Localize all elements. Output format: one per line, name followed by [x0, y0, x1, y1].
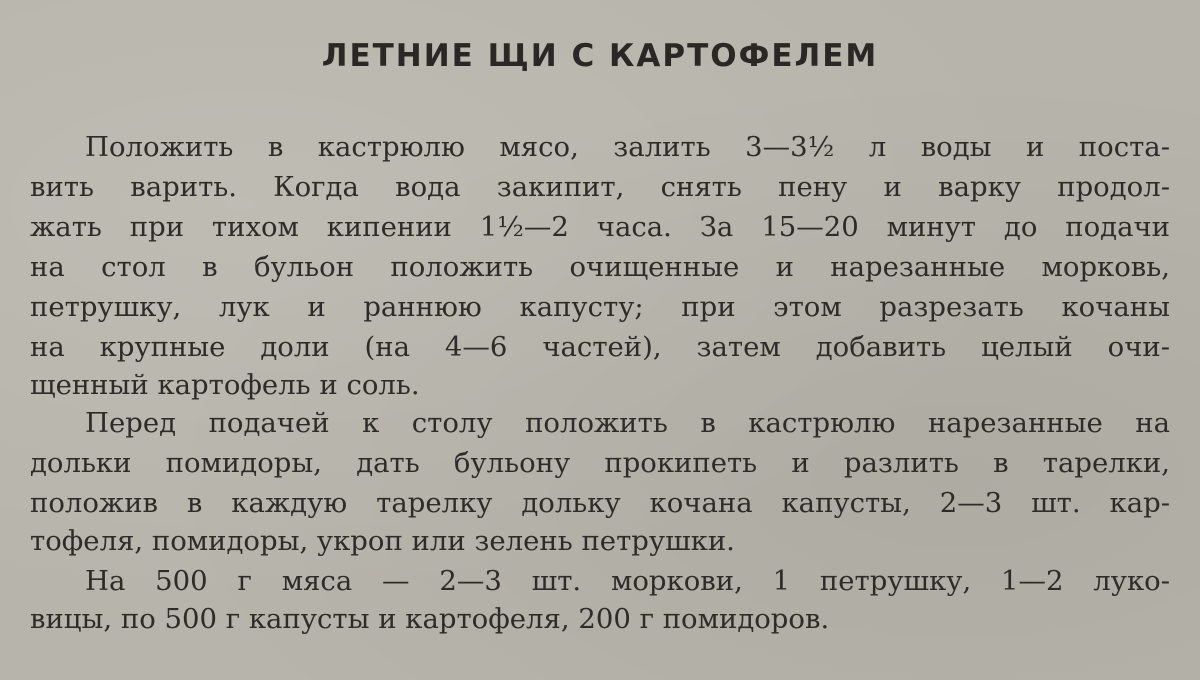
paragraph-1-line-5: петрушку, лук и раннюю капусту; при этом разрезать кочаны	[30, 291, 1170, 323]
recipe-title: ЛЕТНИЕ ЩИ С КАРТОФЕЛЕМ	[321, 38, 879, 74]
paragraph-1-line-3: жать при тихом кипении 1½—2 часа. За 15—20 минут до подачи	[30, 211, 1170, 243]
paragraph-1-line-2: вить варить. Когда вода закипит, снять пену и варку продол-	[30, 171, 1170, 203]
paragraph-2-line-4: тофеля, помидоры, укроп или зелень петрушки.	[30, 525, 735, 557]
paragraph-3-line-1: На 500 г мяса — 2—3 шт. моркови, 1 петрушку, 1—2 луко-	[85, 565, 1170, 597]
paragraph-1-line-1: Положить в кастрюлю мясо, залить 3—3½ л воды и поста-	[85, 131, 1170, 163]
paragraph-1-line-7: щенный картофель и соль.	[30, 369, 420, 401]
paragraph-2-line-3: положив в каждую тарелку дольку кочана капусты, 2—3 шт. кар-	[30, 487, 1170, 519]
paragraph-2-line-2: дольки помидоры, дать бульону прокипеть и разлить в тарелки,	[30, 447, 1170, 479]
paragraph-1-line-4: на стол в бульон положить очищенные и нарезанные морковь,	[30, 251, 1170, 283]
paragraph-1-line-6: на крупные доли (на 4—6 частей), затем добавить целый очи-	[30, 331, 1170, 363]
paragraph-2-line-1: Перед подачей к столу положить в кастрюлю нарезанные на	[85, 407, 1170, 439]
paragraph-3-line-2: вицы, по 500 г капусты и картофеля, 200 г помидоров.	[30, 603, 830, 635]
